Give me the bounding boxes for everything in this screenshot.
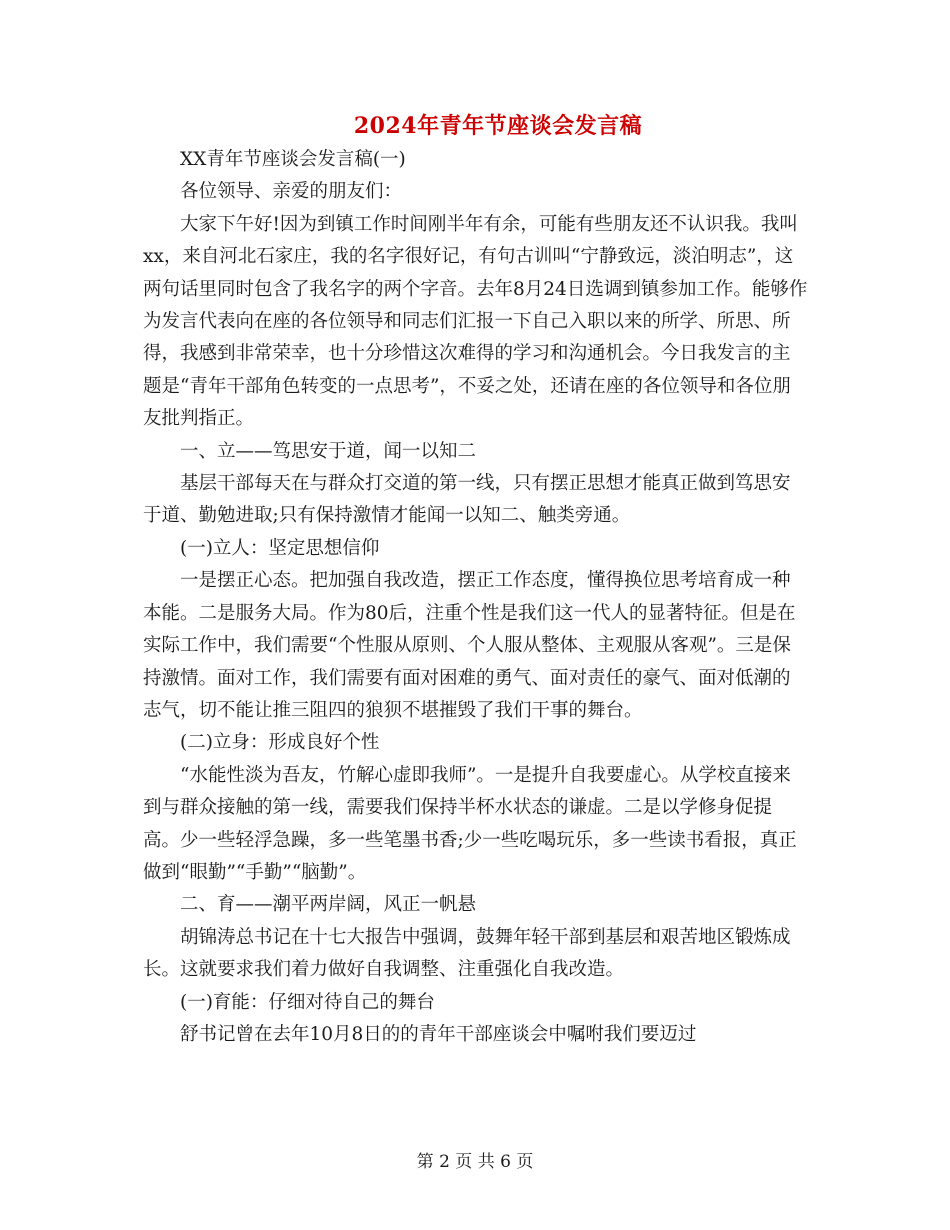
document-title: 2024年青年节座谈会发言稿	[353, 113, 643, 139]
paragraph: 胡锦涛总书记在十七大报告中强调，鼓舞年轻干部到基层和艰苦地区锻炼成长。这就要求我们着力做好自我调整、注重强化自我改造。	[143, 926, 791, 981]
paragraph: 大家下午好!因为到镇工作时间刚半年有余，可能有些朋友还不认识我。我叫xx，来自河北石家庄，我的名字很好记，有句古训叫“宁静致远，淡泊明志”，这两句话里同时包含了我名字的两个字音。去年8月24日选调到镇参加工作。能够作为发言代表向在座的各位领导和同志们汇报一下自己入职以来的所学、所思、所得，我感到非常荣幸，也十分珍惜这次难得的学习和沟通机会。今日我发言的主题是“青年干部角色转变的一点思考”，不妥之处，还请在座的各位领导和各位朋友批判指正。	[143, 213, 808, 430]
section-heading: 一、立——笃思安于道，闻一以知二	[180, 440, 477, 462]
paragraph-heading: XX青年节座谈会发言稿(一)	[180, 149, 406, 170]
document-body	[143, 144, 808, 1051]
paragraph: 基层干部每天在与群众打交道的第一线，只有摆正思想才能真正做到笃思安于道、勤勉进取;只有保持激情才能闻一以知二、触类旁通。	[143, 473, 791, 527]
paragraph-greeting: 各位领导、亲爱的朋友们：	[180, 181, 403, 203]
subsection-heading: (一)育能：仔细对待自己的舞台	[180, 991, 435, 1013]
page-footer: 第 2 页 共 6 页	[416, 1152, 534, 1172]
subsection-heading: (一)立人：坚定思想信仰	[180, 537, 380, 559]
paragraph: “水能性淡为吾友，竹解心虚即我师”。一是提升自我要虚心。从学校直接来到与群众接触的第一线，需要我们保持半杯水状态的谦虚。二是以学修身促提高。少一些轻浮急躁，多一些笔墨书香;少一些吃喝玩乐，多一些读书看报，真正做到“眼勤”“手勤”“脑勤”。	[143, 764, 797, 883]
paragraph: 舒书记曾在去年10月8日的的青年干部座谈会中嘱咐我们要迈过	[180, 1023, 697, 1045]
subsection-heading: (二)立身：形成良好个性	[180, 732, 380, 754]
paragraph: 一是摆正心态。把加强自我改造，摆正工作态度，懂得换位思考培育成一种本能。二是服务大局。作为80后，注重个性是我们这一代人的显著特征。但是在实际工作中，我们需要“个性服从原则、个人服从整体、主观服从客观”。三是保持激情。面对工作，我们需要有面对困难的勇气、面对责任的豪气、面对低潮的志气，切不能让推三阻四的狼狈不堪摧毁了我们干事的舞台。	[143, 570, 796, 721]
section-heading: 二、育——潮平两岸阔，风正一帆悬	[180, 894, 477, 916]
